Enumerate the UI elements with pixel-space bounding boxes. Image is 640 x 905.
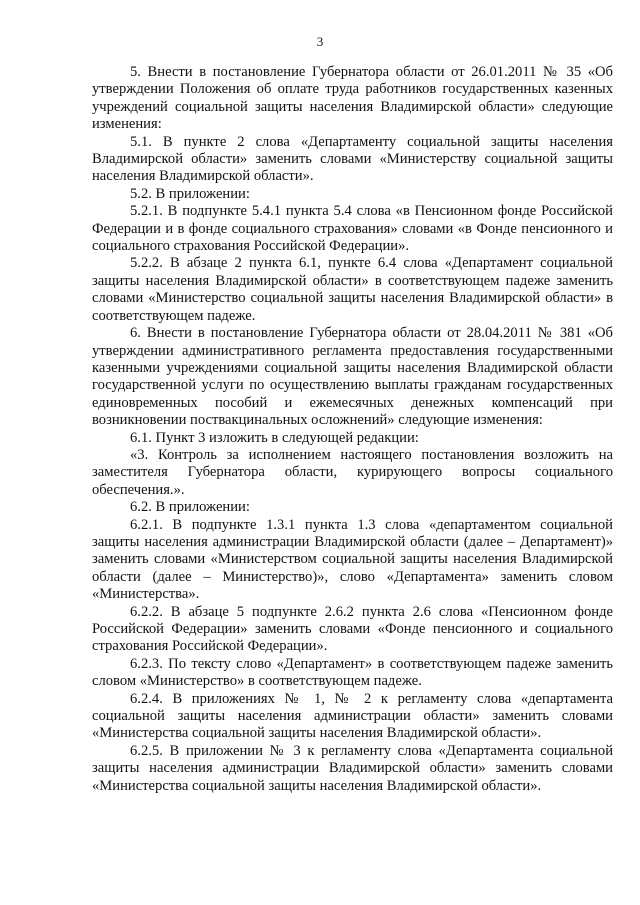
paragraph-6-2: 6.2. В приложении: [130, 499, 250, 516]
page-number: 3 [316, 34, 324, 49]
paragraph-6-2-5: 6.2.5. В приложении № 3 к регламенту слова «Департамента социальной защиты населения администрации Владимирской области» заменить словами «Министерства социальной защиты населения Владимирской области». [92, 742, 613, 794]
document-body [92, 64, 613, 795]
paragraph-5-2-1: 5.2.1. В подпункте 5.4.1 пункта 5.4 слова «в Пенсионном фонде Российской Федерации и в фонде социального страхования» словами «в Фонде пенсионного и социального страхования Российской Федерации». [92, 203, 613, 255]
paragraph-5: 5. Внести в постановление Губернатора области от 26.01.2011 № 35 «Об утверждении Положения об оплате труда работников государственных казенных учреждений социальной защиты населения Владимирской области» следующие изменения: [92, 64, 613, 133]
paragraph-6: 6. Внести в постановление Губернатора области от 28.04.2011 № 381 «Об утверждении административного регламента предоставления государственными казенными учреждениями социальной защиты населения Владимирской области государственной услуги по осуществлению выплаты гражданам государственных единовременных пособий и ежемесячных денежных компенсаций при возникновении поствакцинальных осложнений» следующие изменения: [92, 325, 613, 429]
paragraph-5-1: 5.1. В пункте 2 слова «Департаменту социальной защиты населения Владимирской области» заменить словами «Министерству социальной защиты населения Владимирской области». [92, 133, 613, 185]
paragraph-6-2-3: 6.2.3. По тексту слово «Департамент» в соответствующем падеже заменить словом «Министерство» в соответствующем падеже. [92, 655, 613, 690]
paragraph-5-2: 5.2. В приложении: [130, 185, 250, 202]
paragraph-6-2-1: 6.2.1. В подпункте 1.3.1 пункта 1.3 слова «департаментом социальной защиты населения администрации Владимирской области (далее – Департамент)» заменить словами «Министерством социальной защиты населения Владимирской области (далее – Министерство)», слово «Департамента» заменить словом «Министерства». [92, 516, 613, 603]
paragraph-6-2-4: 6.2.4. В приложениях № 1, № 2 к регламенту слова «департамента социальной защиты населения администрации области» заменить словами «Министерства социальной защиты населения Владимирской области». [92, 690, 613, 742]
paragraph-6-1-text: «3. Контроль за исполнением настоящего постановления возложить на заместителя Губернатора области, курирующего вопросы социального обеспечения.». [92, 446, 613, 498]
paragraph-6-2-2: 6.2.2. В абзаце 5 подпункте 2.6.2 пункта 2.6 слова «Пенсионном фонде Российской Федерации» заменить словами «Фонде пенсионного и социального страхования Российской Федерации». [92, 603, 613, 655]
paragraph-6-1: 6.1. Пункт 3 изложить в следующей редакции: [130, 429, 419, 446]
paragraph-5-2-2: 5.2.2. В абзаце 2 пункта 6.1, пункте 6.4 слова «Департамент социальной защиты населения Владимирской области» в соответствующем падеже заменить словами «Министерство социальной защиты населения Владимирской области» в соответствующем падеже. [92, 255, 613, 324]
